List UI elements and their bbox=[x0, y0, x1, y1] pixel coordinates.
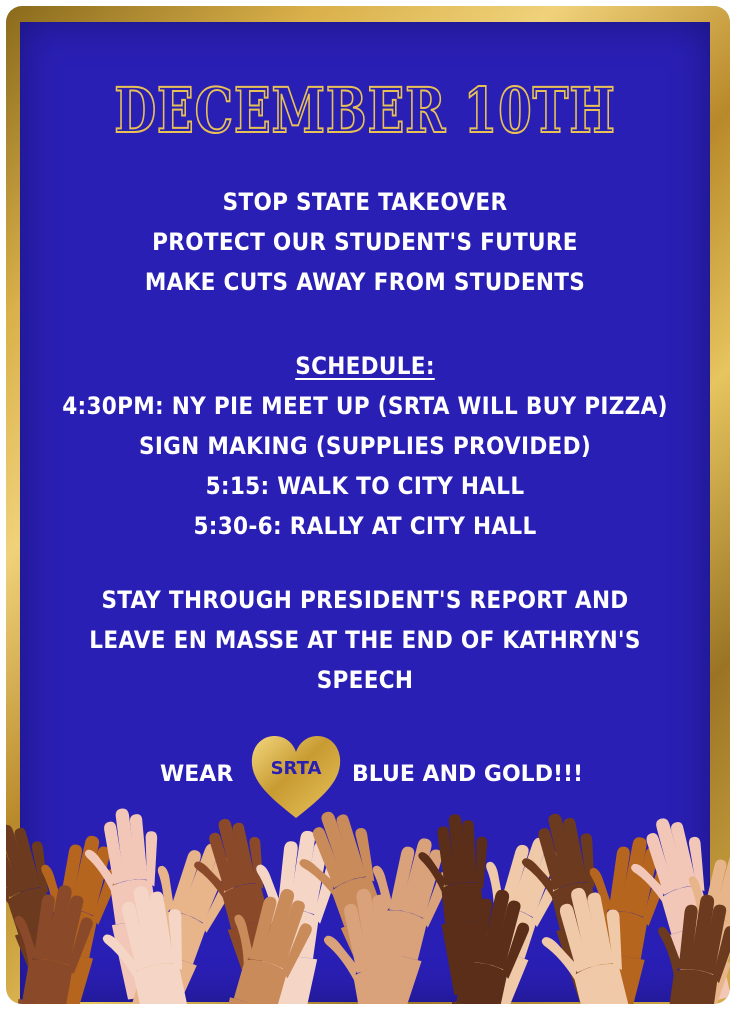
schedule bbox=[20, 346, 710, 546]
flyer-title: DECEMBER 10TH bbox=[114, 74, 616, 147]
heart-label: SRTA bbox=[270, 758, 322, 779]
wear-label: WEAR bbox=[160, 762, 234, 787]
schedule-heading: SCHEDULE: bbox=[295, 352, 435, 380]
instruction-line: STAY THROUGH PRESIDENT'S REPORT AND bbox=[101, 586, 629, 614]
slogan-line: PROTECT OUR STUDENT'S FUTURE bbox=[152, 228, 578, 256]
flyer-card bbox=[6, 6, 730, 1004]
instruction-line: LEAVE EN MASSE AT THE END OF KATHRYN'S bbox=[89, 626, 641, 654]
schedule-item: 4:30PM: NY PIE MEET UP (SRTA WILL BUY PIZZA) bbox=[62, 392, 668, 420]
slogan-line: MAKE CUTS AWAY FROM STUDENTS bbox=[144, 268, 586, 296]
schedule-item: SIGN MAKING (SUPPLIES PROVIDED) bbox=[138, 432, 591, 460]
instruction-line: SPEECH bbox=[316, 666, 414, 694]
wear-colors-text: BLUE AND GOLD!!! bbox=[352, 762, 584, 787]
slogan-line: STOP STATE TAKEOVER bbox=[222, 188, 508, 216]
schedule-item: 5:15: WALK TO CITY HALL bbox=[205, 472, 525, 500]
raised-hands-illustration bbox=[6, 804, 730, 1004]
schedule-item: 5:30-6: RALLY AT CITY HALL bbox=[193, 512, 537, 540]
slogans bbox=[20, 182, 710, 302]
instructions bbox=[20, 580, 710, 700]
